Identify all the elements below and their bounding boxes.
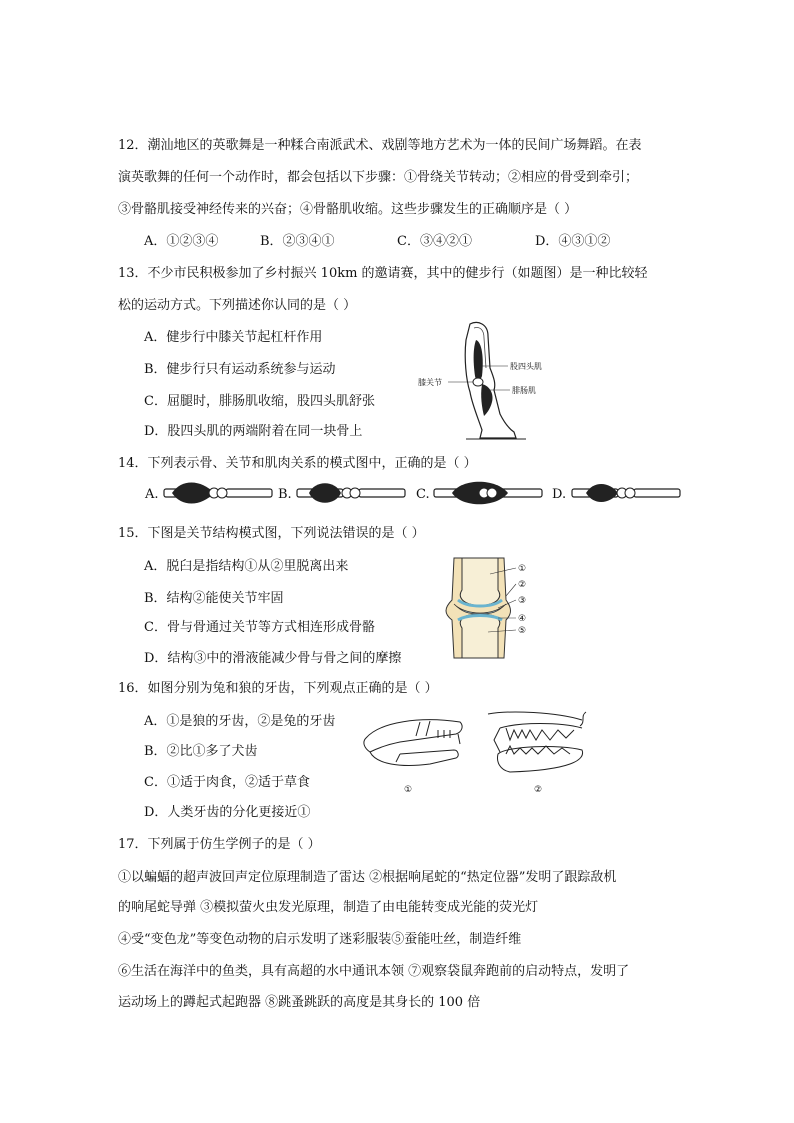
q12-line-1: 12．潮汕地区的英歌舞是一种糅合南派武术、戏剧等地方艺术为一体的民间广场舞蹈。在表 (118, 138, 642, 153)
q17-line-1: 17．下列属于仿生学例子的是（ ） (118, 837, 321, 852)
q12-line-2: 演英歌舞的任何一个动作时，都会包括以下步骤：①骨绕关节转动；②相应的骨受到牵引； (118, 170, 639, 185)
teeth-caption-1: ① (404, 785, 413, 795)
q16-option-d: D．人类牙齿的分化更接近① (144, 805, 311, 820)
q15-option-d: D．结构③中的滑液能减少骨与骨之间的摩擦 (144, 651, 402, 666)
label-quadriceps: 股四头肌 (510, 362, 542, 371)
joint-label-5: ⑤ (518, 626, 527, 636)
q13-option-c: C．屈腿时，腓肠肌收缩，股四头肌舒张 (144, 394, 375, 409)
q16-option-a: A．①是狼的牙齿，②是兔的牙齿 (144, 714, 336, 729)
q16-option-b: B．②比①多了犬齿 (144, 744, 258, 759)
q13-option-d: D．股四头肌的两端附着在同一块骨上 (144, 424, 363, 439)
teeth-caption-2: ② (534, 785, 543, 795)
q12-option-c: C．③④②① (397, 234, 472, 249)
joint-structure-figure (440, 556, 540, 660)
q13-line-1: 13．不少市民积极参加了乡村振兴 10km 的邀请赛，其中的健步行（如题图）是一种比较轻 (118, 266, 648, 281)
q14-option-b-label: B. (278, 487, 292, 502)
q15-option-b: B．结构②能使关节牢固 (144, 591, 284, 606)
wolf-skull-drawing (488, 712, 586, 772)
q16-option-c: C．①适于肉食，②适于草食 (144, 775, 310, 790)
joint-label-1: ① (518, 564, 527, 574)
q14-option-b-diagram (295, 476, 407, 510)
q17-body-line-5: 运动场上的蹲起式起跑器 ⑧跳蚤跳跃的高度是其身长的 100 倍 (118, 995, 481, 1010)
q14-option-a-label: A. (145, 487, 159, 502)
rabbit-skull-drawing (364, 720, 462, 766)
q17-body-line-1: ①以蝙蝠的超声波回声定位原理制造了雷达 ②根据响尾蛇的“热定位器”发明了跟踪敌机 (118, 870, 617, 885)
teeth-figure (360, 708, 590, 800)
q15-option-a: A．脱臼是指结构①从②里脱离出来 (144, 559, 349, 574)
q17-body-line-3: ④受“变色龙”等变色动物的启示发明了迷彩服装⑤蚕能吐丝，制造纤维 (118, 932, 522, 947)
q13-option-a: A．健步行中膝关节起杠杆作用 (144, 330, 323, 345)
q12-option-a: A．①②③④ (144, 234, 219, 249)
joint-label-4: ④ (518, 614, 527, 624)
q12-option-b: B．②③④① (260, 234, 335, 249)
q12-option-d: D．④③①② (535, 234, 611, 249)
q16-line-1: 16．如图分别为兔和狼的牙齿，下列观点正确的是（ ） (118, 681, 438, 696)
q13-option-b: B．健步行只有运动系统参与运动 (144, 362, 336, 377)
joint-label-3: ③ (518, 596, 527, 606)
label-calf-muscle: 腓肠肌 (512, 386, 536, 395)
joint-label-2: ② (518, 580, 527, 590)
q14-option-d-diagram (570, 476, 682, 510)
q17-body-line-2: 的响尾蛇导弹 ③模拟萤火虫发光原理，制造了由电能转变成光能的荧光灯 (118, 900, 539, 915)
q14-option-d-label: D. (552, 487, 567, 502)
q14-option-c-diagram (432, 476, 544, 510)
q15-option-c: C．骨与骨通过关节等方式相连形成骨骼 (144, 620, 375, 635)
q15-line-1: 15．下图是关节结构模式图，下列说法错误的是（ ） (118, 526, 425, 541)
q13-line-2: 松的运动方式。下列描述你认同的是（ ） (118, 298, 357, 313)
q14-line-1: 14．下列表示骨、关节和肌肉关系的模式图中，正确的是（ ） (118, 456, 477, 471)
q12-line-3: ③骨骼肌接受神经传来的兴奋；④骨骼肌收缩。这些步骤发生的正确顺序是（ ） (118, 202, 578, 217)
leg-muscle-figure (418, 318, 560, 444)
q14-option-c-label: C. (416, 487, 430, 502)
label-knee-joint: 膝关节 (418, 378, 442, 387)
q17-body-line-4: ⑥生活在海洋中的鱼类，具有高超的水中通讯本领 ⑦观察袋鼠奔跑前的启动特点，发明了 (118, 964, 630, 979)
q14-option-a-diagram (162, 476, 274, 510)
